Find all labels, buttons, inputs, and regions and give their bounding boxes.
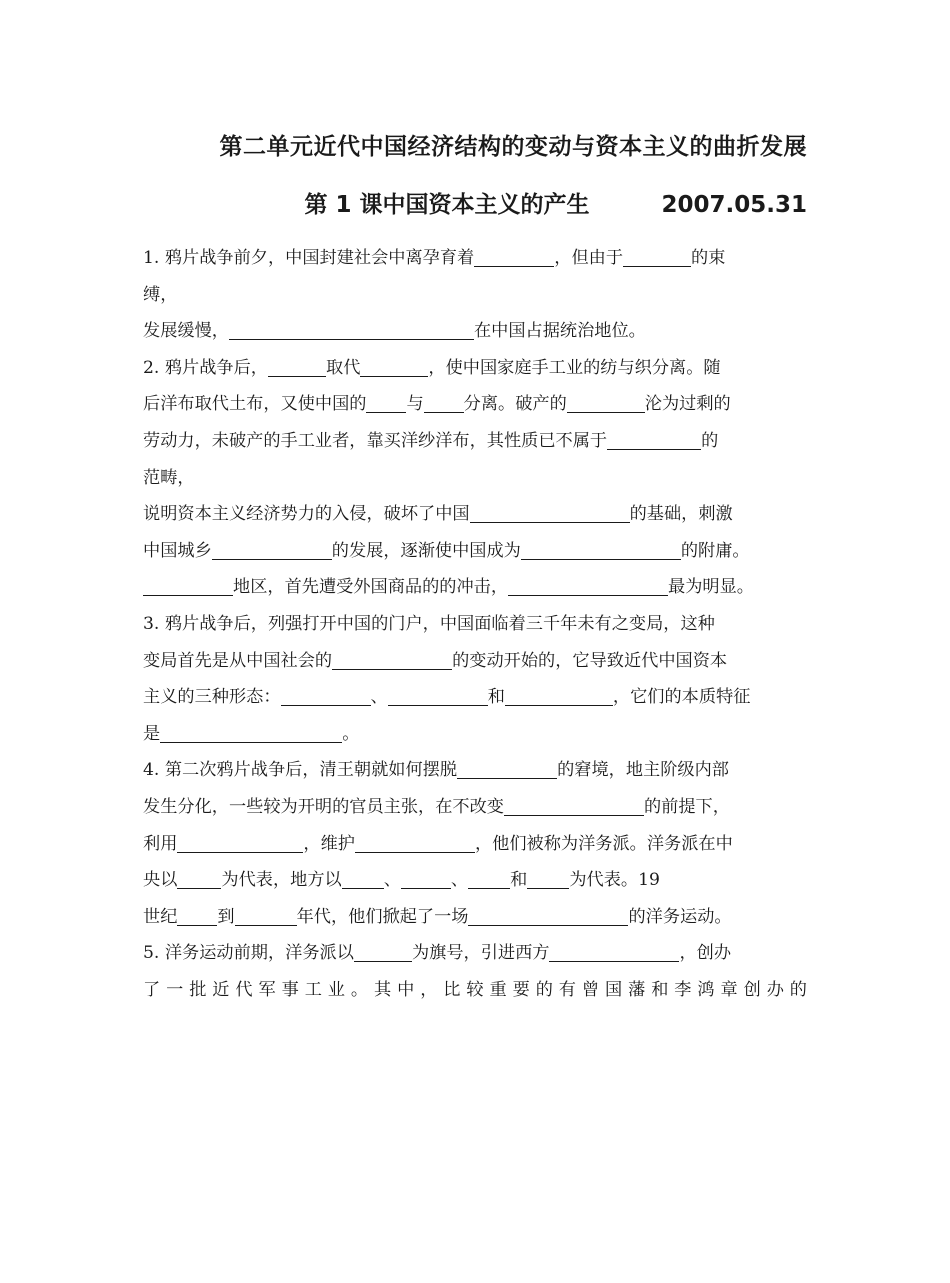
answer-blank[interactable]	[360, 356, 428, 377]
q1-line-3: 发展缓慢， 在中国占据统治地位。	[143, 321, 646, 342]
answer-blank[interactable]	[229, 319, 474, 340]
answer-blank[interactable]	[332, 649, 452, 670]
lesson-heading	[304, 186, 807, 219]
q5-line-2: 了一批近代军事工业。其中，比较重要的有曾国藩和李鸿章创办的	[143, 979, 807, 1000]
answer-blank[interactable]	[354, 941, 412, 962]
q4-line-3: 利用 ，维护 ，他们被称为洋务派。洋务派在中	[143, 833, 733, 854]
lesson-title: 第 1 课中国资本主义的产生	[304, 192, 590, 218]
q3-line-2: 变局首先是从中国社会的 的变动开始的，它导致近代中国资本	[143, 650, 728, 671]
answer-blank[interactable]	[470, 502, 630, 523]
answer-blank[interactable]	[177, 832, 303, 853]
answer-blank[interactable]	[143, 575, 233, 596]
answer-blank[interactable]	[342, 868, 384, 889]
q2-line-4: 范畴，	[143, 467, 195, 488]
answer-blank[interactable]	[468, 905, 628, 926]
answer-blank[interactable]	[567, 392, 645, 413]
answer-blank[interactable]	[281, 685, 371, 706]
q4-line-5: 世纪 到 年代，他们掀起了一场 的洋务运动。	[143, 906, 732, 927]
q2-line-6: 中国城乡 的发展，逐渐使中国成为 的附庸。	[143, 540, 750, 561]
answer-blank[interactable]	[177, 905, 217, 926]
answer-blank[interactable]	[366, 392, 406, 413]
answer-blank[interactable]	[355, 832, 475, 853]
exercise-body	[143, 240, 807, 1008]
q3-line-4: 是 。	[143, 723, 360, 744]
q3-line-3: 主义的三种形态： 、 和 ，它们的本质特征	[143, 687, 751, 708]
answer-blank[interactable]	[457, 758, 557, 779]
q5-line-1: 5. 洋务运动前期，洋务派以 为旗号，引进西方 ，创办	[143, 943, 732, 964]
answer-blank[interactable]	[527, 868, 569, 889]
unit-title: 第二单元近代中国经济结构的变动与资本主义的曲折发展	[219, 134, 807, 160]
q4-line-2: 发生分化，一些较为开明的官员主张，在不改变 的前提下，	[143, 796, 730, 817]
answer-blank[interactable]	[401, 868, 451, 889]
q4-line-4: 央以 为代表，地方以 、 、 和 为代表。19	[143, 870, 660, 891]
answer-blank[interactable]	[212, 539, 332, 560]
answer-blank[interactable]	[623, 246, 691, 267]
answer-blank[interactable]	[388, 685, 488, 706]
answer-blank[interactable]	[474, 246, 554, 267]
answer-blank[interactable]	[268, 356, 326, 377]
q1-line-2: 缚，	[143, 284, 178, 305]
q2-line-5: 说明资本主义经济势力的入侵，破坏了中国 的基础，刺激	[143, 504, 733, 525]
q2-line-2: 后洋布取代土布，又使中国的 与 分离。破产的 沦为过剩的	[143, 394, 731, 415]
answer-blank[interactable]	[468, 868, 510, 889]
q3-line-1: 3. 鸦片战争后，列强打开中国的门户，中国面临着三千年未有之变局，这种	[143, 613, 715, 634]
answer-blank[interactable]	[549, 941, 679, 962]
answer-blank[interactable]	[160, 722, 342, 743]
q2-line-1: 2. 鸦片战争后， 取代 ，使中国家庭手工业的纺与织分离。随	[143, 357, 721, 378]
q2-line-7: 地区，首先遭受外国商品的的冲击， 最为明显。	[143, 569, 807, 606]
answer-blank[interactable]	[607, 429, 701, 450]
answer-blank[interactable]	[521, 539, 681, 560]
answer-blank[interactable]	[504, 795, 644, 816]
answer-blank[interactable]	[177, 868, 221, 889]
answer-blank[interactable]	[424, 392, 464, 413]
lesson-date: 2007.05.31	[661, 192, 807, 218]
answer-blank[interactable]	[505, 685, 613, 706]
q2-line-3: 劳动力，未破产的手工业者，靠买洋纱洋布，其性质已不属于 的	[143, 430, 719, 451]
answer-blank[interactable]	[508, 575, 668, 596]
q1-line-1: 1. 鸦片战争前夕，中国封建社会中离孕育着 ，但由于 的束	[143, 248, 726, 268]
q4-line-1: 4. 第二次鸦片战争后，清王朝就如何摆脱 的窘境，地主阶级内部	[143, 760, 729, 781]
answer-blank[interactable]	[235, 905, 297, 926]
